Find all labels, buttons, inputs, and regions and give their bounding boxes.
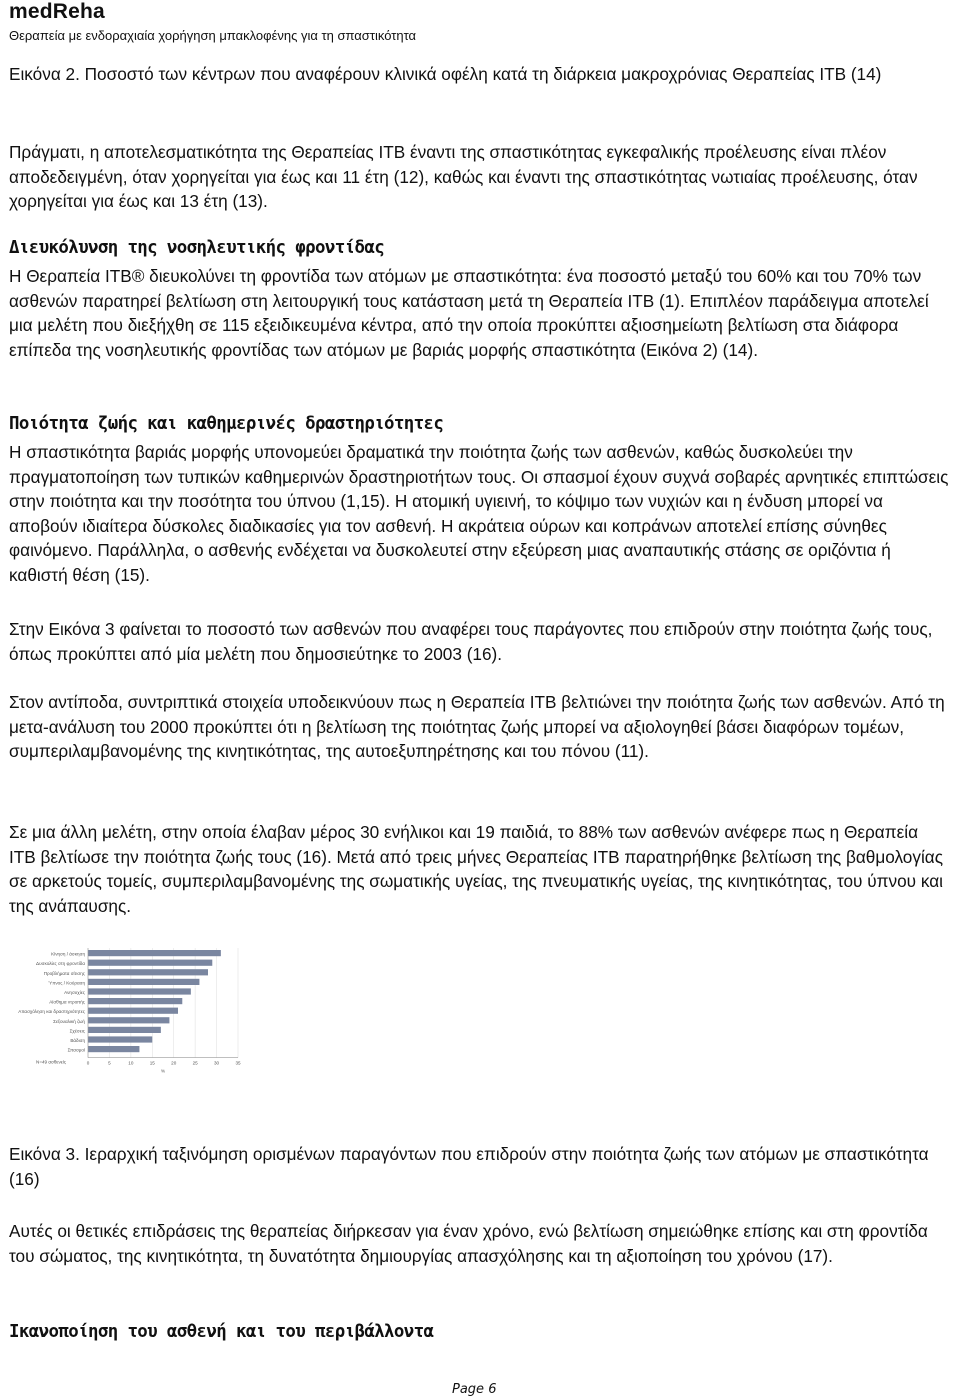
chart-bar [88, 1036, 152, 1042]
chart-category-label: Βάδιση [70, 1038, 85, 1043]
chart-bar [88, 969, 208, 975]
chart-x-tick-label: 5 [108, 1060, 111, 1066]
chart-x-tick-label: 10 [128, 1060, 134, 1066]
chart-category-label: Κίνηση / άσκηση [51, 951, 85, 957]
document-subtitle: Θεραπεία με ενδοραχιαία χορήγηση μπακλοφένης για τη σπαστικότητα [9, 28, 417, 43]
paragraph-quality-of-life: Η σπαστικότητα βαριάς μορφής υπονομεύει δραματικά την ποιότητα ζωής των ασθενών, καθώς δυσκολεύει την πραγματοποίηση των τυπικών καθημερινών δραστηριοτήτων τους. Οι σπασμοί έχουν συχνά σοβαρές αρνητικές επιπτώσεις στην ποιότητα και την ποσότητα του ύπνου (1,15). Η ατομική υγιεινή, το κόψιμο των νυχιών και η ένδυση μπορεί να αποβούν ιδιαίτερα δύσκολες διαδικασίες για τον ασθενή. Η ακράτεια ούρων και κοπράνων αποτελεί επίσης σύνηθες φαινόμενο. Παράλληλα, ο ασθενής ενδέχεται να δυσκολευτεί στην εξεύρεση μιας αναπαυτικής στάσης σε οριζόντια ή καθιστή θέση (15). [9, 442, 949, 585]
chart-category-label: Ανησυχίες [64, 990, 85, 995]
page-number: Page 6 [452, 1382, 497, 1397]
chart-category-label: Σεξουαλική ζωή [53, 1018, 85, 1024]
chart-bar [88, 998, 182, 1004]
chart-bar [88, 1046, 139, 1052]
chart-bar [88, 979, 199, 985]
chart-x-axis-label: % [160, 1069, 166, 1075]
paragraph-effectiveness: Πράγματι, η αποτελεσματικότητα της Θεραπείας ITB έναντι της σπαστικότητας εγκεφαλικής προέλευσης είναι πλέον αποδεδειγμένη, όταν χορηγείται για έως και 11 έτη (12), καθώς και έναντι της σπαστικότητας νωτιαίας προέλευσης, όταν χορηγείται για έως και 13 έτη (13). [9, 142, 918, 212]
chart-category-label: Προβλήματα σίτισης [43, 970, 85, 976]
paragraph-nursing-care: Η Θεραπεία ITB® διευκολύνει τη φροντίδα των ατόμων με σπαστικότητα: ένα ποσοστό μεταξύ του 60% και του 70% των ασθενών παρατηρεί βελτίωση στη λειτουργική τους κατάσταση μετά τη Θεραπεία ITB (1). Επιπλέον παράδειγμα αποτελεί μια μελέτη που διεξήχθη σε 115 εξειδικευμένα κέντρα, από την οποία προκύπτει αξιοσημείωτη βελτίωση στα διάφορα επίπεδα της νοσηλευτικής φροντίδας των ατόμων με βαριάς μορφής σπαστικότητα (Εικόνα 2) (14). [9, 266, 929, 360]
paragraph-study: Σε μια άλλη μελέτη, στην οποία έλαβαν μέρος 30 ενήλικοι και 19 παιδιά, το 88% των ασθενών ανέφερε πως η Θεραπεία ITB βελτίωσε την ποιότητα ζωής τους (16). Μετά από τρεις μήνες Θεραπείας ITB παρατηρήθηκε βελτίωση της βαθμολογίας σε αρκετούς τομείς, συμπεριλαμβανομένης της σωματικής υγείας, της πνευματικής υγείας, της κινητικότητας, του ύπνου και της ανάπαυσης. [9, 822, 943, 916]
chart-x-tick-label: 30 [214, 1060, 220, 1066]
figure-2-caption: Εικόνα 2. Ποσοστό των κέντρων που αναφέρουν κλινικά οφέλη κατά τη διάρκεια μακροχρόνιας Θεραπείας ITB (14) [9, 64, 882, 84]
chart-category-label: Αίσθημα ντροπής [49, 999, 85, 1005]
chart-category-label: Δυσκολίες στη φροντίδα [36, 961, 85, 967]
chart-bar [88, 1017, 169, 1023]
paragraph-figure-3-intro: Στην Εικόνα 3 φαίνεται το ποσοστό των ασθενών που αναφέρει τους παράγοντες που επιδρούν στην ποιότητα ζωής τους, όπως προκύπτει από μία μελέτη που δημοσιεύτηκε το 2003 (16). [9, 619, 933, 664]
brand-title: medReha [9, 0, 105, 23]
chart-category-label: Απασχόληση και δραστηριότητες [18, 1009, 85, 1015]
chart-category-label: Ύπνος / Κούραση [48, 980, 85, 986]
heading-satisfaction: Ικανοποίηση του ασθενή και του περιβάλλοντα [9, 1322, 434, 1342]
chart-x-tick-label: 25 [192, 1060, 198, 1066]
chart-x-tick-label: 0 [86, 1060, 90, 1066]
chart-bar [88, 988, 191, 994]
chart-bar [88, 1027, 161, 1033]
heading-quality-of-life: Ποιότητα ζωής και καθημερινές δραστηριότητες [9, 414, 444, 434]
chart-x-tick-label: 15 [149, 1060, 155, 1066]
figure-3-caption: Εικόνα 3. Ιεραρχική ταξινόμηση ορισμένων παραγόντων που επιδρούν στην ποιότητα ζωής των ατόμων με σπαστικότητα (16) [9, 1144, 929, 1189]
figure-3-chart [6, 944, 276, 1104]
chart-bar [88, 960, 212, 966]
chart-category-label: Σχέσεις [69, 1028, 85, 1034]
chart-bar [88, 950, 221, 956]
paragraph-contrast: Στον αντίποδα, συντριπτικά στοιχεία υποδεικνύουν πως η Θεραπεία ITB βελτιώνει την ποιότητα ζωής των ασθενών. Από τη μετα-ανάλυση του 2000 προκύπτει ότι η βελτίωση της ποιότητας ζωής μπορεί να αξιολογηθεί βάσει διαφόρων τομέων, συμπεριλαμβανομένης της κινητικότητας, της αυτοεξυπηρέτησης και του πόνου (11). [9, 692, 945, 762]
chart-x-tick-label: 35 [235, 1060, 241, 1066]
heading-nursing-care: Διευκόλυνση της νοσηλευτικής φροντίδας [9, 238, 385, 258]
paragraph-effects: Αυτές οι θετικές επιδράσεις της θεραπείας διήρκεσαν για έναν χρόνο, ενώ βελτίωση σημειώθηκε επίσης και στη φροντίδα του σώματος, της κινητικότητα, τη δυνατότητα δημιουργίας απασχόλησης και τη αξιοποίηση του χρόνου (17). [9, 1221, 928, 1266]
chart-bar [88, 1008, 178, 1014]
chart-svg [6, 944, 276, 1104]
chart-x-tick-label: 20 [171, 1060, 177, 1066]
chart-category-label: Σπασμοί [67, 1047, 85, 1053]
chart-sample-note: N=49 ασθενείς [36, 1059, 67, 1065]
